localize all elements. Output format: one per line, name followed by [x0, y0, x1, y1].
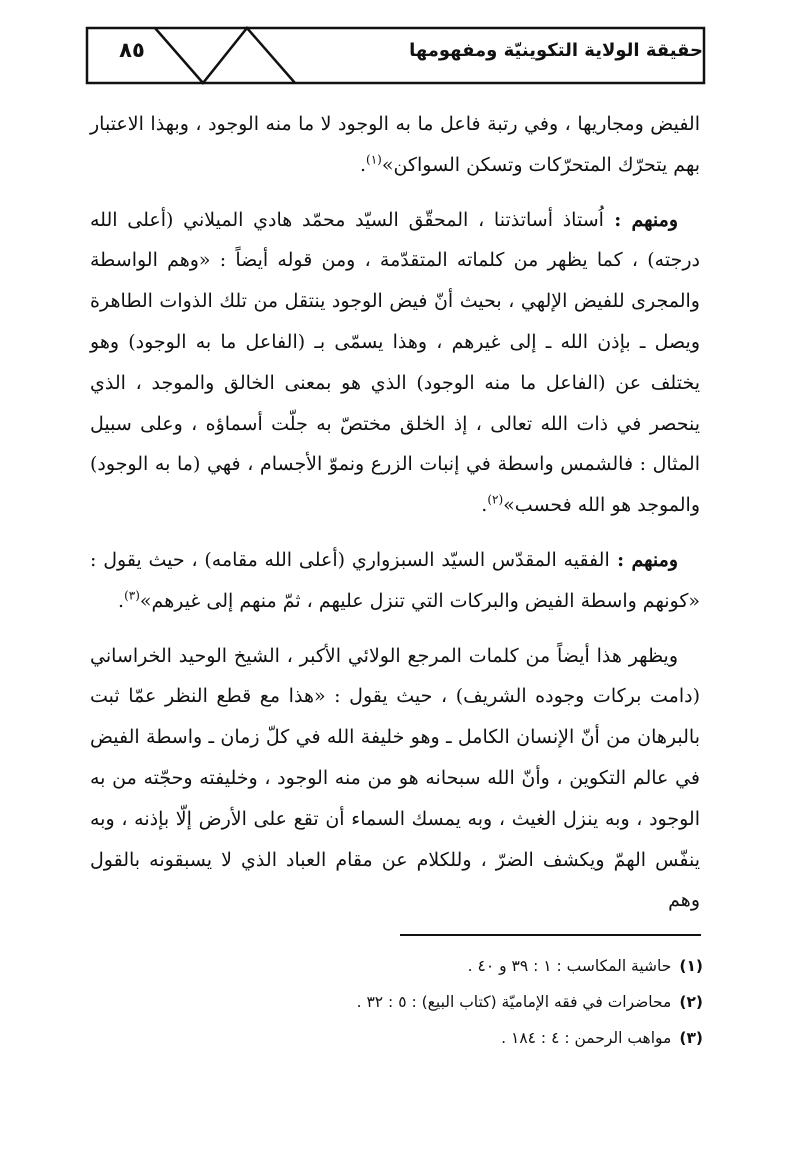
footnote-text: حاشية المكاسب : ١ : ٣٩ و ٤٠ .	[467, 957, 672, 975]
paragraph	[90, 200, 700, 526]
paragraph	[90, 540, 700, 622]
paragraph-lead: ومنهم :	[603, 208, 678, 231]
sentence-end: .	[359, 153, 367, 176]
footnote-divider	[400, 934, 701, 936]
page-header	[0, 0, 803, 100]
main-text	[90, 104, 700, 935]
sentence-end: .	[118, 589, 125, 612]
footnote	[203, 1020, 703, 1056]
paragraph	[90, 636, 700, 922]
paragraph-text: ويظهر هذا أيضاً من كلمات المرجع الولائي الأكبر ، الشيخ الوحيد الخراساني (دامت بركات وجوده الشريف) ، حيث يقول : «هذا مع قطع النظر عمّا ثبت بالبرهان من أنّ الإنسان الكامل ـ وهو خليفة الله في كلّ زمان ـ واسطة الفيض في عالم التكوين ، وأنّ الله سبحانه هو من منه الوجود ، وخليفته وحجّته من به الوجود ، وبه ينزل الغيث ، وبه يمسك السماء أن تقع على الأرض إلّا بإذنه ، وبه ينفّس الهمّ ويكشف الضرّ ، وللكلام عن مقام العباد الذي لا يسبقونه بالقول وهم	[90, 644, 701, 912]
footnote-ref: (٣)	[124, 588, 140, 603]
footnote	[203, 984, 703, 1020]
paragraph	[90, 104, 700, 186]
paragraph-text: الفيض ومجاريها ، وفي رتبة فاعل ما به الوجود لا ما منه الوجود ، وبهذا الاعتبار بهم يتحرّك المتحرّكات وتسكن السواكن»	[90, 113, 700, 176]
sentence-end: .	[481, 494, 488, 517]
paragraph-lead: ومنهم :	[609, 548, 679, 571]
footnote-mark: (١)	[679, 957, 703, 975]
paragraph-text: الفقيه المقدّس السيّد السبزواري (أعلى الله مقامه) ، حيث يقول : «كونهم واسطة الفيض والبركات التي تنزل عليهم ، ثمّ منهم إلى غيرهم»	[90, 548, 700, 612]
footnote-text: مواهب الرحمن : ٤ : ١٨٤ .	[501, 1029, 672, 1047]
running-title: حقيقة الولاية التكوينيّة ومفهومها	[409, 40, 703, 61]
footnote-text: محاضرات في فقه الإماميّة (كتاب البيع) : ٥ : ٣٢ .	[356, 993, 672, 1011]
page-number: ٨٥	[119, 38, 145, 62]
footnote	[203, 948, 703, 984]
paragraph-text: اُستاذ أساتذتنا ، المحقّق السيّد محمّد هادي الميلاني (أعلى الله درجته) ، كما يظهر من كلماته المتقدّمة ، ومن قوله أيضاً : «وهم الواسطة والمجرى للفيض الإلهي ، بحيث أنّ فيض الوجود ينتقل من تلك الذوات الطاهرة ويصل ـ بإذن الله ـ إلى غيرهم ، وهذا يسمّى بـ (الفاعل ما به الوجود) وهو يختلف عن (الفاعل ما منه الوجود) الذي هو بمعنى الخالق والموجد ، الذي ينحصر في ذات الله تعالى ، إذ الخلق مختصّ به جلّت أسماؤه ، وعلى سبيل المثال : فالشمس واسطة في إنبات الزرع ونموّ الأجسام ، فهي (ما به الوجود) والموجد هو الله فحسب»	[90, 208, 700, 517]
footnote-mark: (٣)	[679, 1029, 703, 1047]
footnote-ref: (١)	[366, 152, 382, 167]
footnote-mark: (٢)	[679, 993, 703, 1011]
footnotes	[203, 948, 703, 1056]
footnote-ref: (٢)	[487, 492, 504, 507]
